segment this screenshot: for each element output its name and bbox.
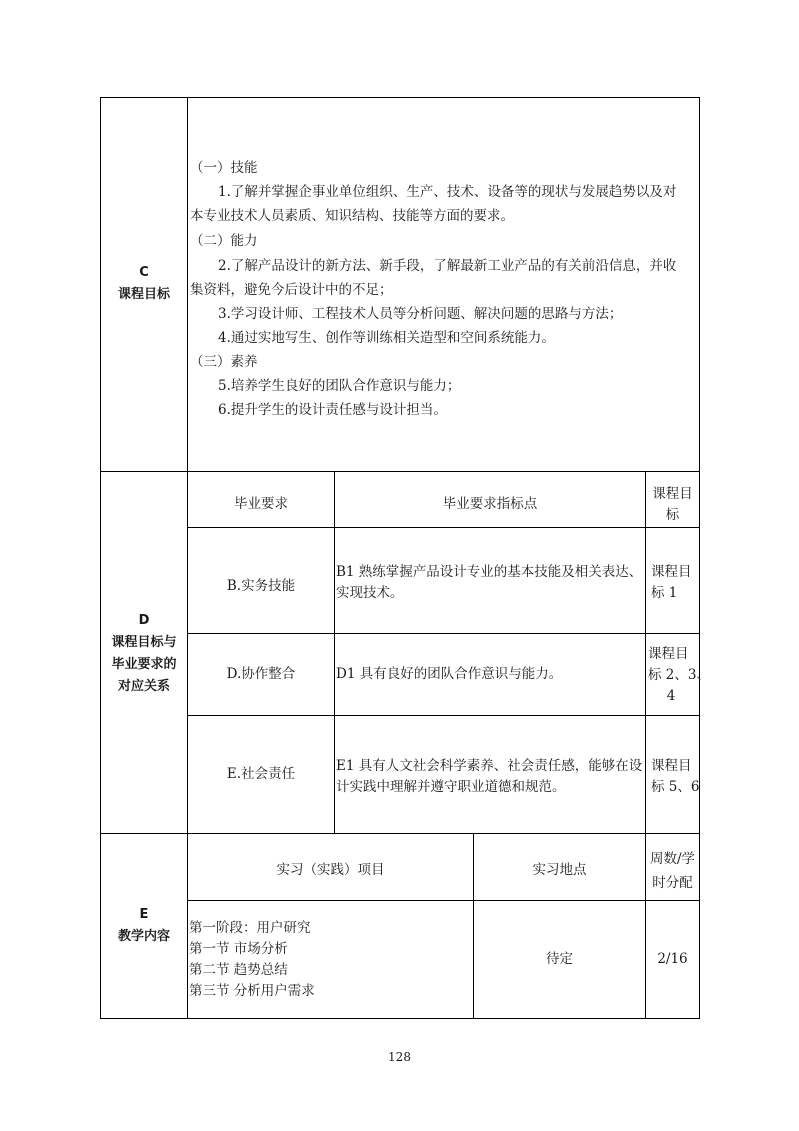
table-border-left — [100, 97, 101, 1019]
d-row-2-goal-line: 标 2、3、 — [648, 667, 710, 683]
section-divider-de — [100, 833, 700, 834]
table-border-top — [100, 97, 700, 98]
e-header-hours-line: 周数/学 — [649, 851, 696, 867]
d-row-divider-3 — [187, 715, 700, 716]
e-row-1-project-line: 第二节 趋势总结 — [189, 962, 288, 978]
d-row-3-indicator — [336, 756, 642, 798]
d-row-1-goal-line: 标 1 — [651, 585, 678, 601]
e-row-1-hours: 2/16 — [657, 951, 688, 967]
label-column-divider — [187, 97, 188, 1019]
e-header-hours — [646, 847, 699, 895]
section-e-code: E — [139, 907, 149, 922]
table-border-right — [699, 97, 700, 1019]
e-header-hours-line: 时分配 — [652, 875, 693, 891]
d-row-3-goal — [651, 756, 699, 798]
d-row-divider-2 — [187, 633, 700, 634]
section-d-title-line: 课程目标与 — [111, 635, 177, 650]
d-row-1-indicator — [336, 562, 642, 604]
d-col-divider-1 — [334, 471, 335, 833]
d-header-goal-line: 课程目 — [652, 486, 693, 502]
e-header-project: 实习（实践）项目 — [276, 862, 385, 878]
d-row-1-indicator-line: B1 熟练掌握产品设计专业的基本技能及相关表达、 — [336, 564, 643, 580]
section-e-label — [101, 904, 187, 948]
d-row-2-indicator-line: D1 具有良好的团队合作意识与能力。 — [336, 666, 563, 682]
d-header-requirement: 毕业要求 — [234, 496, 288, 512]
e-row-divider-1 — [187, 900, 700, 901]
c-line: 3.学习设计师、工程技术人员等分析问题、解决问题的思路与方法； — [218, 306, 623, 322]
c-line: 4.通过实地写生、创作等训练相关造型和空间系统能力。 — [218, 330, 555, 346]
d-row-divider-1 — [187, 527, 700, 528]
section-c-title: 课程目标 — [117, 287, 170, 302]
page-number: 128 — [388, 1050, 411, 1064]
c-line: 本专业技术人员素质、知识结构、技能等方面的要求。 — [190, 208, 514, 224]
c-line: （二）能力 — [190, 233, 258, 249]
d-row-2-goal-line: 4 — [666, 688, 676, 704]
d-row-1-goal — [651, 562, 692, 604]
section-d-title-line: 毕业要求的 — [111, 657, 177, 672]
e-col-divider-1 — [473, 833, 474, 1018]
d-row-2-goal-line: 课程目 — [648, 646, 689, 662]
section-divider-cd — [100, 471, 700, 472]
c-line: （三）素养 — [190, 354, 258, 370]
section-c-code: C — [139, 265, 149, 280]
e-row-1-project-line: 第三节 分析用户需求 — [189, 983, 315, 999]
e-row-1-project-line: 第一节 市场分析 — [189, 941, 288, 957]
d-row-1-indicator-line: 实现技术。 — [336, 585, 404, 601]
c-line: 6.提升学生的设计责任感与设计担当。 — [218, 402, 447, 418]
d-row-2-goal — [648, 644, 710, 707]
c-line: （一）技能 — [190, 160, 258, 176]
d-row-3-goal-line: 标 5、6 — [651, 779, 700, 795]
c-line: 1.了解并掌握企事业单位组织、生产、技术、设备等的现状与发展趋势以及对 — [218, 184, 677, 200]
c-line: 5.培养学生良好的团队合作意识与能力； — [218, 378, 461, 394]
section-e-title: 教学内容 — [117, 929, 170, 944]
d-row-1-goal-line: 课程目 — [651, 564, 692, 580]
section-d-code: D — [138, 613, 150, 628]
d-row-2-requirement: D.协作整合 — [226, 666, 296, 682]
e-row-1-project — [189, 918, 315, 1002]
d-row-3-indicator-line: 计实践中理解并遵守职业道德和规范。 — [336, 779, 566, 795]
section-d-label — [101, 610, 187, 698]
d-header-indicator: 毕业要求指标点 — [442, 496, 538, 512]
section-c-label — [101, 262, 187, 306]
e-row-1-location: 待定 — [546, 951, 573, 967]
section-d-title-line: 对应关系 — [117, 679, 170, 694]
e-header-location: 实习地点 — [532, 862, 587, 878]
d-row-1-requirement: B.实务技能 — [226, 578, 296, 594]
d-row-3-requirement: E.社会责任 — [226, 766, 296, 782]
d-row-3-indicator-line: E1 具有人文社会科学素养、社会责任感，能够在设 — [336, 758, 643, 774]
c-line: 集资料，避免今后设计中的不足； — [190, 282, 393, 298]
table-border-bottom — [100, 1018, 700, 1019]
c-line: 2.了解产品设计的新方法、新手段，了解最新工业产品的有关前沿信息，并收 — [218, 258, 677, 274]
d-row-3-goal-line: 课程目 — [651, 758, 692, 774]
e-row-1-project-line: 第一阶段：用户研究 — [189, 920, 311, 936]
d-header-goal-line: 标 — [665, 507, 680, 523]
d-row-2-indicator — [336, 666, 562, 682]
d-header-goal — [646, 484, 699, 526]
